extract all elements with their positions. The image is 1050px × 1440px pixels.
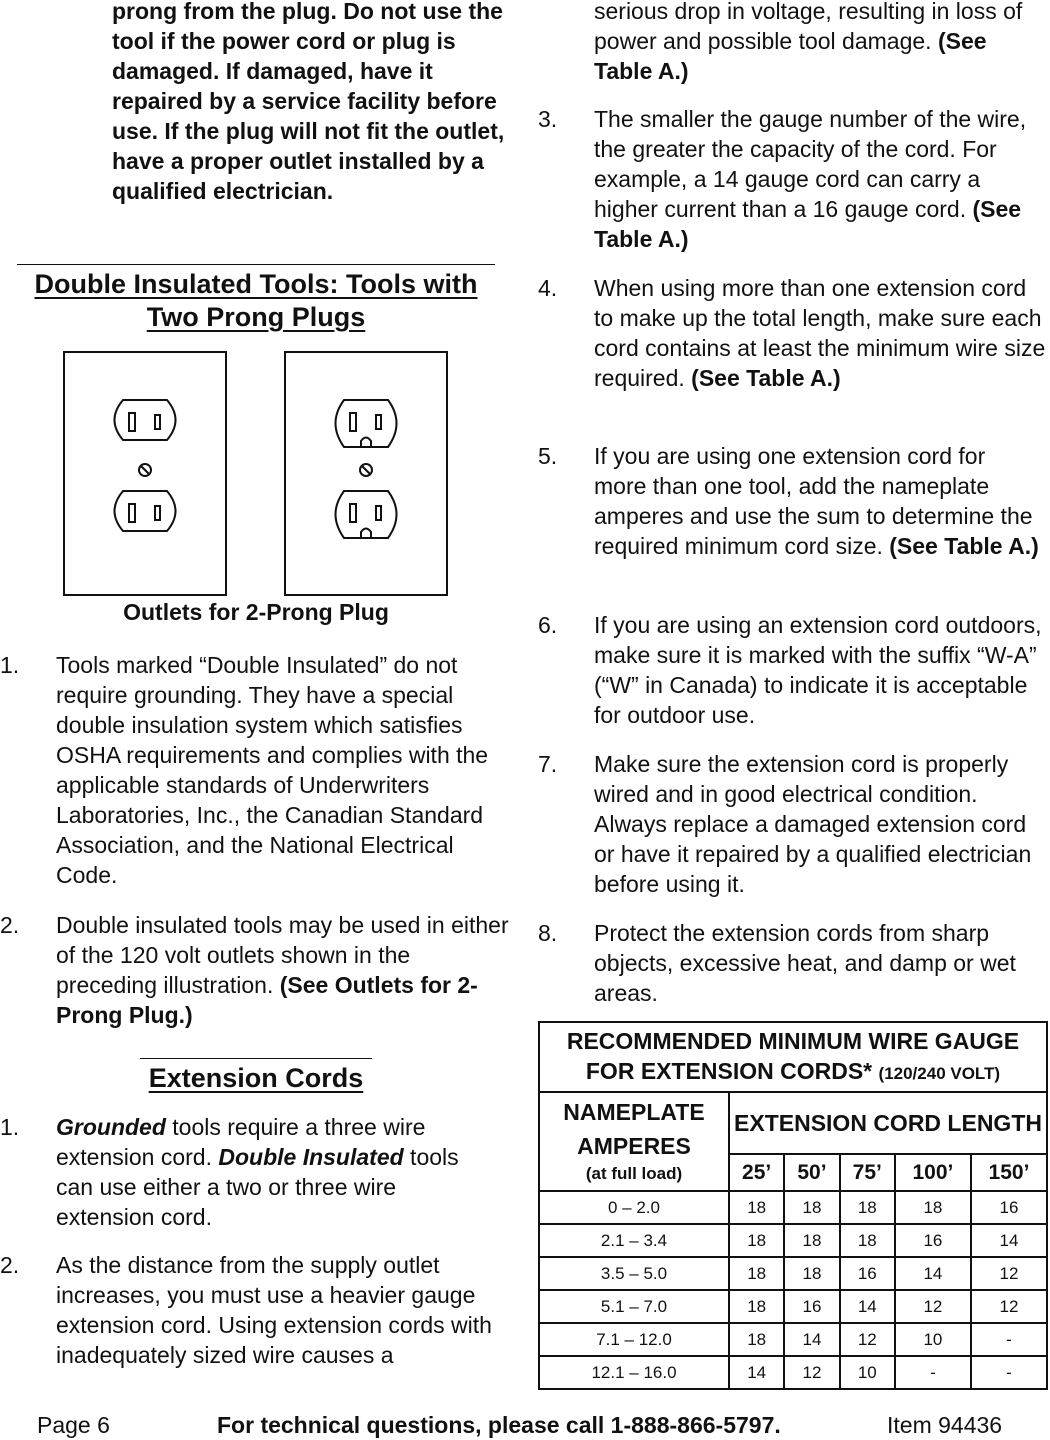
item-reference: (See Table A.) bbox=[691, 365, 841, 391]
item-text: serious drop in voltage, resulting in loss of power and possible tool damage. bbox=[594, 0, 1023, 54]
item-number: 3. bbox=[538, 106, 558, 132]
warning-continuation: prong from the plug. Do not use the tool if the power cord or plug is damaged. If damaged, have it repaired by a service facility before use. If the plug will not fit the outlet, have a proper outlet installed by a qualified electrician. bbox=[112, 0, 505, 204]
gauge-cell: 12 bbox=[895, 1290, 971, 1323]
gauge-cell: 12 bbox=[971, 1257, 1047, 1290]
gauge-cell: 10 bbox=[840, 1356, 895, 1389]
list-item bbox=[0, 1112, 515, 1232]
list-item bbox=[0, 1250, 515, 1370]
gauge-cell: 18 bbox=[729, 1290, 784, 1323]
outlet-plate-left bbox=[64, 352, 226, 595]
gauge-cell: 16 bbox=[840, 1257, 895, 1290]
section-heading-extension-cords bbox=[140, 1058, 372, 1096]
gauge-cell: 18 bbox=[784, 1191, 839, 1224]
table-row bbox=[539, 1323, 1047, 1356]
gauge-cell: 18 bbox=[784, 1224, 839, 1257]
page-footer bbox=[0, 1410, 1050, 1440]
gauge-cell: 18 bbox=[895, 1191, 971, 1224]
item-text: The smaller the gauge number of the wire, the greater the capacity of the cord. For example, a 14 gauge cord can carry a higher current than a 16 gauge cord. bbox=[594, 106, 1027, 222]
amps-cell: 2.1 – 3.4 bbox=[539, 1224, 729, 1257]
item-continuation bbox=[594, 0, 1050, 88]
length-header: EXTENSION CORD LENGTH bbox=[729, 1092, 1047, 1154]
item-text: When using more than one extension cord to make up the total length, make sure each cord contains at least the minimum wire size required. bbox=[594, 275, 1046, 391]
item-reference: (See Table A.) bbox=[594, 196, 1022, 252]
item-text: If you are using one extension cord for more than one tool, add the nameplate amperes and use the sum to determine the required minimum cord size. bbox=[594, 443, 1033, 559]
gauge-cell: 14 bbox=[895, 1257, 971, 1290]
list-item bbox=[0, 910, 515, 1030]
length-150: 150’ bbox=[971, 1154, 1047, 1191]
outlet-receptacle-top-right bbox=[336, 400, 397, 447]
outlet-receptacle-bottom-right bbox=[336, 491, 397, 538]
item-number-footer: Item 94436 bbox=[887, 1412, 1003, 1438]
gauge-cell: 18 bbox=[729, 1323, 784, 1356]
item-text: Protect the extension cords from sharp objects, excessive heat, and damp or wet areas. bbox=[594, 920, 1016, 1006]
outlet-receptacle-top-left bbox=[115, 400, 176, 440]
gauge-cell: 14 bbox=[784, 1323, 839, 1356]
section-heading-double-insulated bbox=[17, 264, 495, 302]
item-number: 1. bbox=[0, 652, 20, 678]
heading-line-1: Double Insulated Tools: Tools with bbox=[34, 269, 478, 299]
gauge-cell: - bbox=[971, 1356, 1047, 1389]
item-number: 1. bbox=[0, 1114, 20, 1140]
nameplate-line1: NAMEPLATE bbox=[563, 1098, 705, 1125]
emphasis-grounded: Grounded bbox=[56, 1114, 166, 1140]
gauge-cell: 18 bbox=[840, 1191, 895, 1224]
amps-cell: 7.1 – 12.0 bbox=[539, 1323, 729, 1356]
outlet-plate-right bbox=[285, 352, 447, 595]
length-25: 25’ bbox=[729, 1154, 784, 1191]
gauge-cell: 12 bbox=[971, 1290, 1047, 1323]
item-text: tools can use either a two or three wire extension cord. bbox=[56, 1144, 459, 1230]
heading-line-2: Two Prong Plugs bbox=[146, 302, 366, 332]
item-text: As the distance from the supply outlet increases, you must use a heavier gauge extension cord. Using extension cords with inadequately sized wire causes a bbox=[56, 1252, 492, 1368]
table-row bbox=[539, 1224, 1047, 1257]
gauge-cell: 18 bbox=[840, 1224, 895, 1257]
length-100: 100’ bbox=[895, 1154, 971, 1191]
wire-gauge-table bbox=[538, 1021, 1048, 1390]
emphasis-double-insulated: Double Insulated bbox=[218, 1144, 404, 1170]
table-title-line1: RECOMMENDED MINIMUM WIRE GAUGE bbox=[566, 1027, 1020, 1054]
gauge-cell: 16 bbox=[895, 1224, 971, 1257]
item-reference: (See Table A.) bbox=[594, 28, 987, 84]
table-title-volt: (120/240 VOLT) bbox=[878, 1063, 1001, 1083]
item-number: 2. bbox=[0, 1252, 20, 1278]
tech-support-line: For technical questions, please call 1-888-866-5797. bbox=[217, 1412, 781, 1438]
item-text: Double insulated tools may be used in either of the 120 volt outlets shown in the preceding illustration. bbox=[56, 912, 509, 998]
gauge-cell: 18 bbox=[729, 1224, 784, 1257]
item-number: 8. bbox=[538, 920, 558, 946]
item-number: 6. bbox=[538, 612, 558, 638]
list-item bbox=[0, 650, 515, 890]
list-item bbox=[538, 610, 1050, 730]
length-50: 50’ bbox=[784, 1154, 839, 1191]
table-title bbox=[539, 1022, 1047, 1092]
gauge-cell: 14 bbox=[971, 1224, 1047, 1257]
section-heading-double-insulated-line2 bbox=[17, 300, 495, 335]
amps-cell: 3.5 – 5.0 bbox=[539, 1257, 729, 1290]
table-row bbox=[539, 1257, 1047, 1290]
gauge-cell: 14 bbox=[729, 1356, 784, 1389]
gauge-cell: 12 bbox=[784, 1356, 839, 1389]
nameplate-header bbox=[539, 1092, 729, 1191]
heading-text: Extension Cords bbox=[148, 1063, 364, 1093]
list-item bbox=[538, 749, 1050, 899]
item-text: Make sure the extension cord is properly wired and in good electrical condition. Always replace a damaged extension cord or have it repaired by a qualified electrician before using it. bbox=[594, 751, 1032, 897]
amps-cell: 12.1 – 16.0 bbox=[539, 1356, 729, 1389]
gauge-cell: 18 bbox=[729, 1257, 784, 1290]
list-item bbox=[538, 441, 1050, 591]
length-75: 75’ bbox=[840, 1154, 895, 1191]
table-title-line2: FOR EXTENSION CORDS* bbox=[585, 1057, 873, 1084]
amps-cell: 5.1 – 7.0 bbox=[539, 1290, 729, 1323]
table-row bbox=[539, 1191, 1047, 1224]
amps-cell: 0 – 2.0 bbox=[539, 1191, 729, 1224]
item-reference: (See Outlets for 2-Prong Plug.) bbox=[56, 972, 478, 1028]
page-number: Page 6 bbox=[37, 1412, 110, 1438]
outlet-receptacle-bottom-left bbox=[115, 491, 176, 531]
item-text: If you are using an extension cord outdoors, make sure it is marked with the suffix “W-A” (“W” in Canada) to indicate it is acceptable for outdoor use. bbox=[594, 612, 1042, 728]
nameplate-note: (at full load) bbox=[585, 1163, 683, 1183]
gauge-cell: 10 bbox=[895, 1323, 971, 1356]
item-number: 2. bbox=[0, 912, 20, 938]
list-item bbox=[538, 104, 1050, 254]
item-number: 4. bbox=[538, 275, 558, 301]
table-row bbox=[539, 1290, 1047, 1323]
gauge-cell: - bbox=[971, 1323, 1047, 1356]
gauge-cell: 14 bbox=[840, 1290, 895, 1323]
outlets-illustration bbox=[63, 351, 448, 597]
item-number: 7. bbox=[538, 751, 558, 777]
item-number: 5. bbox=[538, 443, 558, 469]
gauge-cell: 18 bbox=[784, 1257, 839, 1290]
item-text: tools require a three wire extension cord. bbox=[56, 1114, 426, 1170]
table-row bbox=[539, 1356, 1047, 1389]
nameplate-line2: AMPERES bbox=[577, 1132, 691, 1159]
list-item bbox=[538, 918, 1050, 1010]
gauge-cell: 18 bbox=[729, 1191, 784, 1224]
gauge-cell: 12 bbox=[840, 1323, 895, 1356]
figure-caption: Outlets for 2-Prong Plug bbox=[123, 599, 389, 625]
gauge-cell: 16 bbox=[971, 1191, 1047, 1224]
gauge-cell: - bbox=[895, 1356, 971, 1389]
gauge-cell: 16 bbox=[784, 1290, 839, 1323]
list-item bbox=[538, 273, 1050, 423]
item-text: Tools marked “Double Insulated” do not require grounding. They have a special double insulation system which satisfies OSHA requirements and complies with the applicable standards of Underwriters Laboratories, Inc., the Canadian Standard Association, and the National Electrical Code. bbox=[56, 652, 489, 888]
item-reference: (See Table A.) bbox=[889, 533, 1039, 559]
